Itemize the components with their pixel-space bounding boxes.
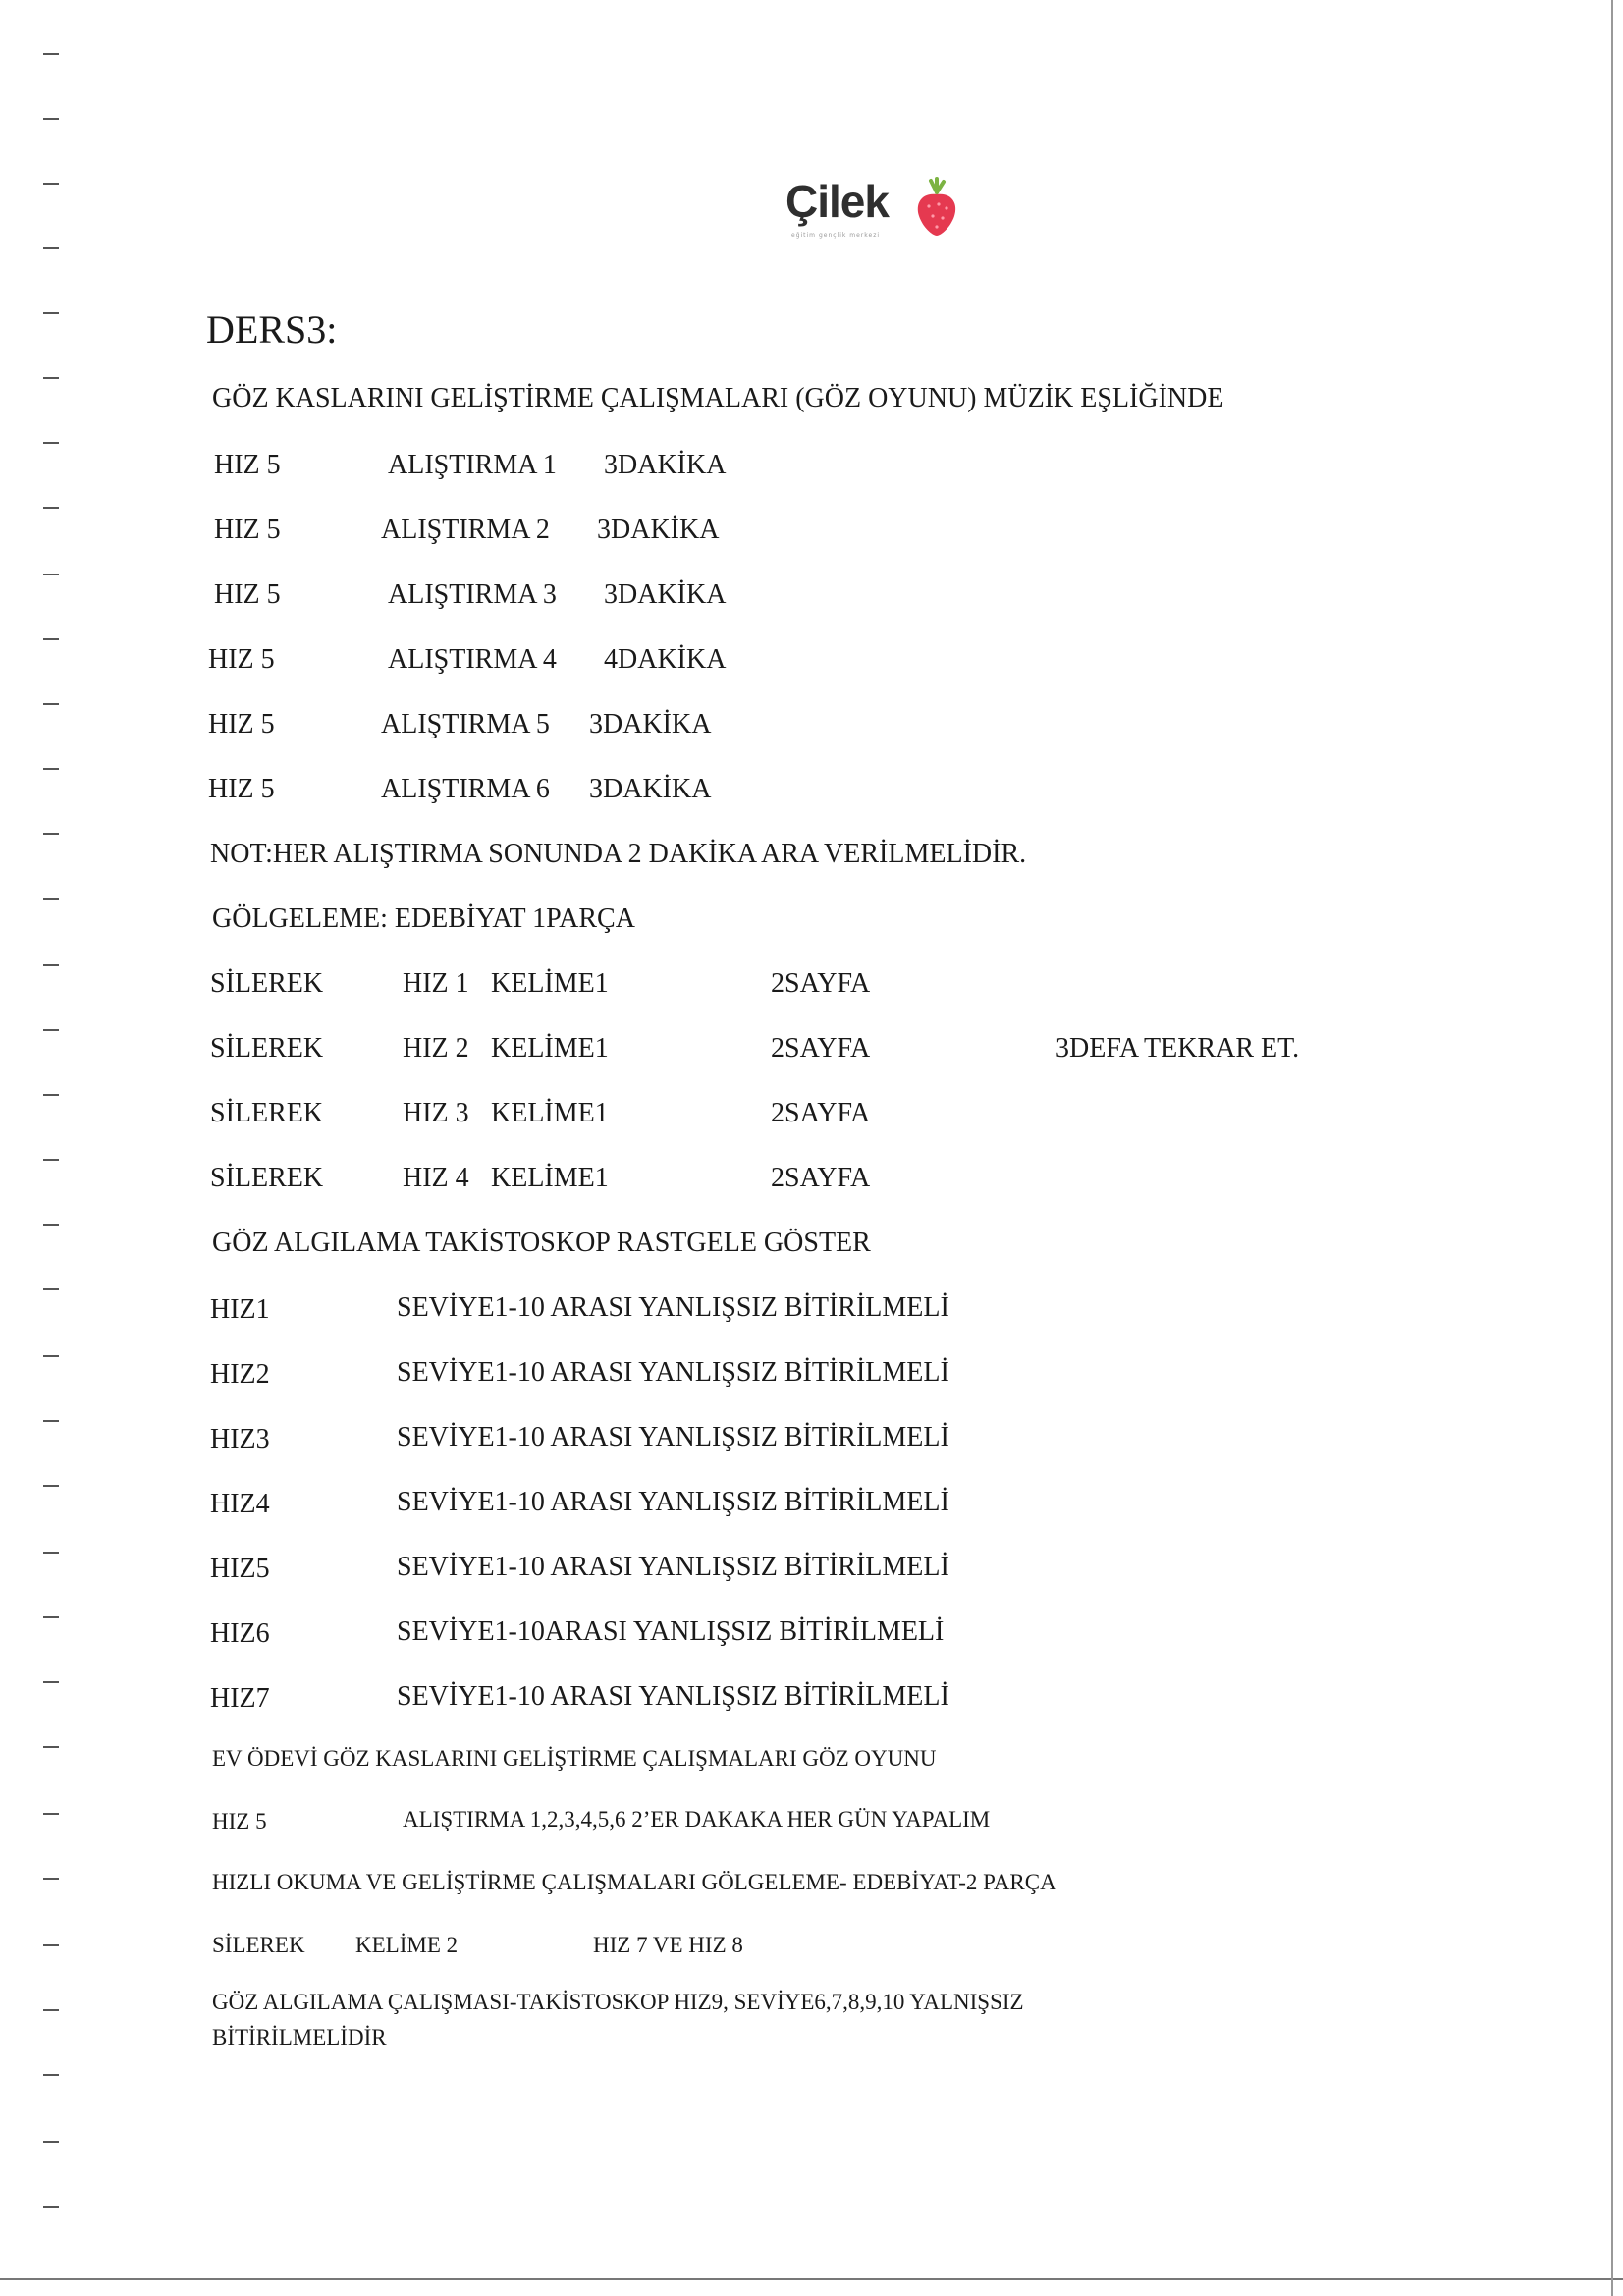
- exercise-row-duration: 3DAKİKA: [604, 579, 727, 610]
- cilek-logo: [785, 175, 962, 253]
- strawberry-icon: [911, 177, 962, 238]
- perception-row-speed: HIZ6: [210, 1618, 270, 1649]
- exercise-row-name: ALIŞTIRMA 6: [381, 774, 550, 804]
- exercise-row-duration: 4DAKİKA: [604, 644, 727, 675]
- section2-heading: GÖLGELEME: EDEBİYAT 1PARÇA: [212, 903, 635, 934]
- homework-shadowing-mode: SİLEREK: [212, 1933, 305, 1957]
- homework-exercise: ALIŞTIRMA 1,2,3,4,5,6 2’ER DAKAKA HER GÜN YAPALIM: [403, 1807, 991, 1831]
- break-note: NOT:HER ALIŞTIRMA SONUNDA 2 DAKİKA ARA VERİLMELİDİR.: [210, 839, 1027, 869]
- homework-shadowing-word: KELİME 2: [355, 1933, 459, 1957]
- shadowing-row-mode: SİLEREK: [210, 968, 324, 999]
- perception-row-text: SEVİYE1-10 ARASI YANLIŞSIZ BİTİRİLMELİ: [397, 1552, 949, 1582]
- homework-heading: EV ÖDEVİ GÖZ KASLARINI GELİŞTİRME ÇALIŞMALARI GÖZ OYUNU: [212, 1746, 937, 1771]
- exercise-row-duration: 3DAKİKA: [597, 515, 720, 545]
- exercise-row-speed: HIZ 5: [214, 450, 281, 480]
- shadowing-row-pages: 2SAYFA: [771, 1163, 871, 1193]
- page-bottom-edge: [0, 2278, 1623, 2280]
- exercise-row-name: ALIŞTIRMA 3: [388, 579, 557, 610]
- perception-row-speed: HIZ1: [210, 1294, 270, 1325]
- exercise-row-name: ALIŞTIRMA 2: [381, 515, 550, 545]
- exercise-row-speed: HIZ 5: [214, 515, 281, 545]
- exercise-row-speed: HIZ 5: [214, 579, 281, 610]
- shadowing-row-word: KELİME1: [491, 1098, 609, 1128]
- shadowing-row-mode: SİLEREK: [210, 1098, 324, 1128]
- shadowing-row-pages: 2SAYFA: [771, 968, 871, 999]
- shadowing-row-mode: SİLEREK: [210, 1033, 324, 1064]
- homework-shadowing-speed: HIZ 7 VE HIZ 8: [593, 1933, 743, 1957]
- exercise-row-duration: 3DAKİKA: [589, 709, 712, 739]
- perception-row-speed: HIZ4: [210, 1489, 270, 1519]
- exercise-row-speed: HIZ 5: [208, 644, 275, 675]
- perception-row-text: SEVİYE1-10ARASI YANLIŞSIZ BİTİRİLMELİ: [397, 1616, 945, 1647]
- exercise-row-name: ALIŞTIRMA 4: [388, 644, 557, 675]
- page-right-edge: [1611, 0, 1613, 2296]
- shadowing-row-speed: HIZ 1: [403, 968, 469, 999]
- exercise-row-speed: HIZ 5: [208, 709, 275, 739]
- perception-row-text: SEVİYE1-10 ARASI YANLIŞSIZ BİTİRİLMELİ: [397, 1422, 949, 1452]
- homework-speed: HIZ 5: [212, 1809, 267, 1833]
- repeat-note: 3DEFA TEKRAR ET.: [1055, 1033, 1300, 1064]
- exercise-row-duration: 3DAKİKA: [589, 774, 712, 804]
- section3-heading: GÖZ ALGILAMA TAKİSTOSKOP RASTGELE GÖSTER: [212, 1228, 871, 1258]
- homework-perception-cont: BİTİRİLMELİDİR: [212, 2025, 387, 2050]
- logo-tagline: eğitim gençlik merkezi: [791, 232, 881, 239]
- shadowing-row-speed: HIZ 2: [403, 1033, 469, 1064]
- perception-row-text: SEVİYE1-10 ARASI YANLIŞSIZ BİTİRİLMELİ: [397, 1681, 949, 1712]
- perception-row-text: SEVİYE1-10 ARASI YANLIŞSIZ BİTİRİLMELİ: [397, 1292, 949, 1323]
- homework-reading: HIZLI OKUMA VE GELİŞTİRME ÇALIŞMALARI GÖLGELEME- EDEBİYAT-2 PARÇA: [212, 1870, 1056, 1894]
- perception-row-speed: HIZ2: [210, 1359, 270, 1390]
- shadowing-row-mode: SİLEREK: [210, 1163, 324, 1193]
- lesson-title: DERS3:: [206, 307, 338, 352]
- margin-tick-marks: [43, 0, 73, 2296]
- perception-row-text: SEVİYE1-10 ARASI YANLIŞSIZ BİTİRİLMELİ: [397, 1487, 949, 1517]
- perception-row-text: SEVİYE1-10 ARASI YANLIŞSIZ BİTİRİLMELİ: [397, 1357, 949, 1388]
- shadowing-row-pages: 2SAYFA: [771, 1033, 871, 1064]
- logo-wordmark: Çilek: [785, 176, 889, 227]
- exercise-row-name: ALIŞTIRMA 1: [388, 450, 557, 480]
- perception-row-speed: HIZ3: [210, 1424, 270, 1454]
- shadowing-row-speed: HIZ 3: [403, 1098, 469, 1128]
- homework-perception: GÖZ ALGILAMA ÇALIŞMASI-TAKİSTOSKOP HIZ9, SEVİYE6,7,8,9,10 YALNIŞSIZ: [212, 1990, 1024, 2014]
- exercise-row-speed: HIZ 5: [208, 774, 275, 804]
- shadowing-row-word: KELİME1: [491, 968, 609, 999]
- shadowing-row-word: KELİME1: [491, 1033, 609, 1064]
- perception-row-speed: HIZ7: [210, 1683, 270, 1714]
- exercise-row-name: ALIŞTIRMA 5: [381, 709, 550, 739]
- shadowing-row-word: KELİME1: [491, 1163, 609, 1193]
- exercise-row-duration: 3DAKİKA: [604, 450, 727, 480]
- shadowing-row-pages: 2SAYFA: [771, 1098, 871, 1128]
- section1-heading: GÖZ KASLARINI GELİŞTİRME ÇALIŞMALARI (GÖZ OYUNU) MÜZİK EŞLİĞİNDE: [212, 383, 1224, 413]
- shadowing-row-speed: HIZ 4: [403, 1163, 469, 1193]
- perception-row-speed: HIZ5: [210, 1554, 270, 1584]
